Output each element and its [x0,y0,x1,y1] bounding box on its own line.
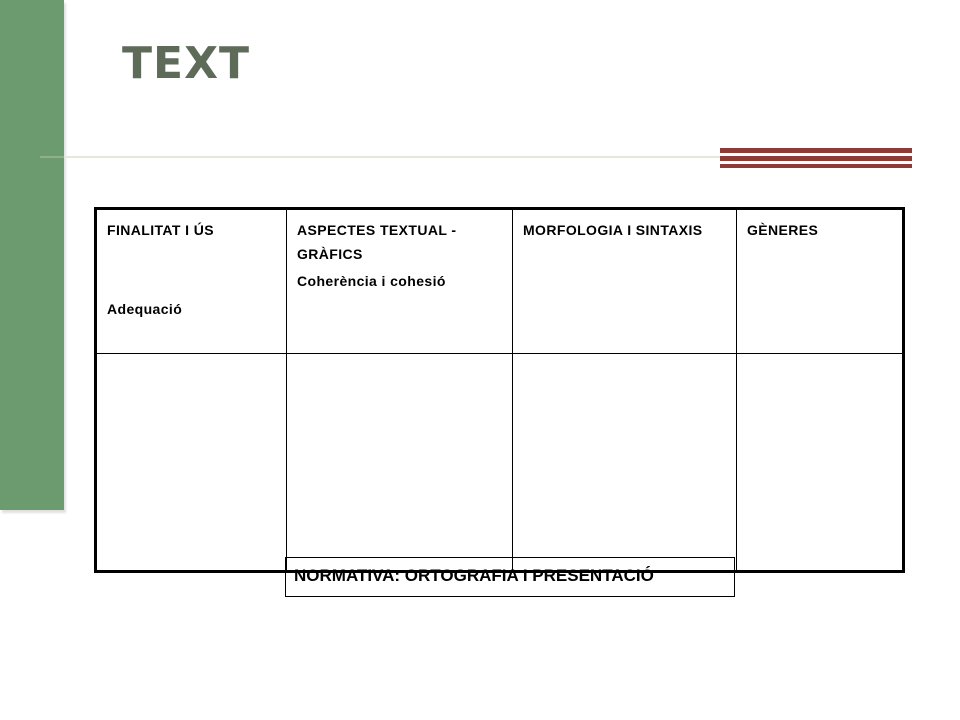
criteria-table [94,207,905,573]
normativa-box: NORMATIVA: ORTOGRAFIA I PRESENTACIÓ [285,557,735,597]
title-rule-left [40,156,66,158]
header-cell-aspectes [287,209,513,354]
header-cell-heading: MORFOLOGIA I SINTAXIS [523,222,703,238]
table-body-row [96,354,904,572]
header-cell-subheading: Adequació [107,301,183,317]
table-cell[interactable] [737,354,904,572]
accent-rule-bottom [720,164,912,168]
table-cell[interactable] [513,354,737,572]
header-cell-finalitat [96,209,287,354]
header-cell-heading: ASPECTES TEXTUAL - GRÀFICS [297,222,457,262]
side-accent-bar [0,0,64,510]
header-cell-heading: GÈNERES [747,222,819,238]
table-cell[interactable] [96,354,287,572]
accent-rule-middle [720,156,912,161]
header-cell-morfologia [513,209,737,354]
header-cell-heading: FINALITAT I ÚS [107,222,214,238]
table-cell[interactable] [287,354,513,572]
header-cell-generes [737,209,904,354]
header-cell-subheading: Coherència i cohesió [297,273,446,289]
title-rule [64,156,720,158]
slide-title: TEXT [122,38,251,89]
table-header-row [96,209,904,354]
accent-rule-top [720,148,912,153]
